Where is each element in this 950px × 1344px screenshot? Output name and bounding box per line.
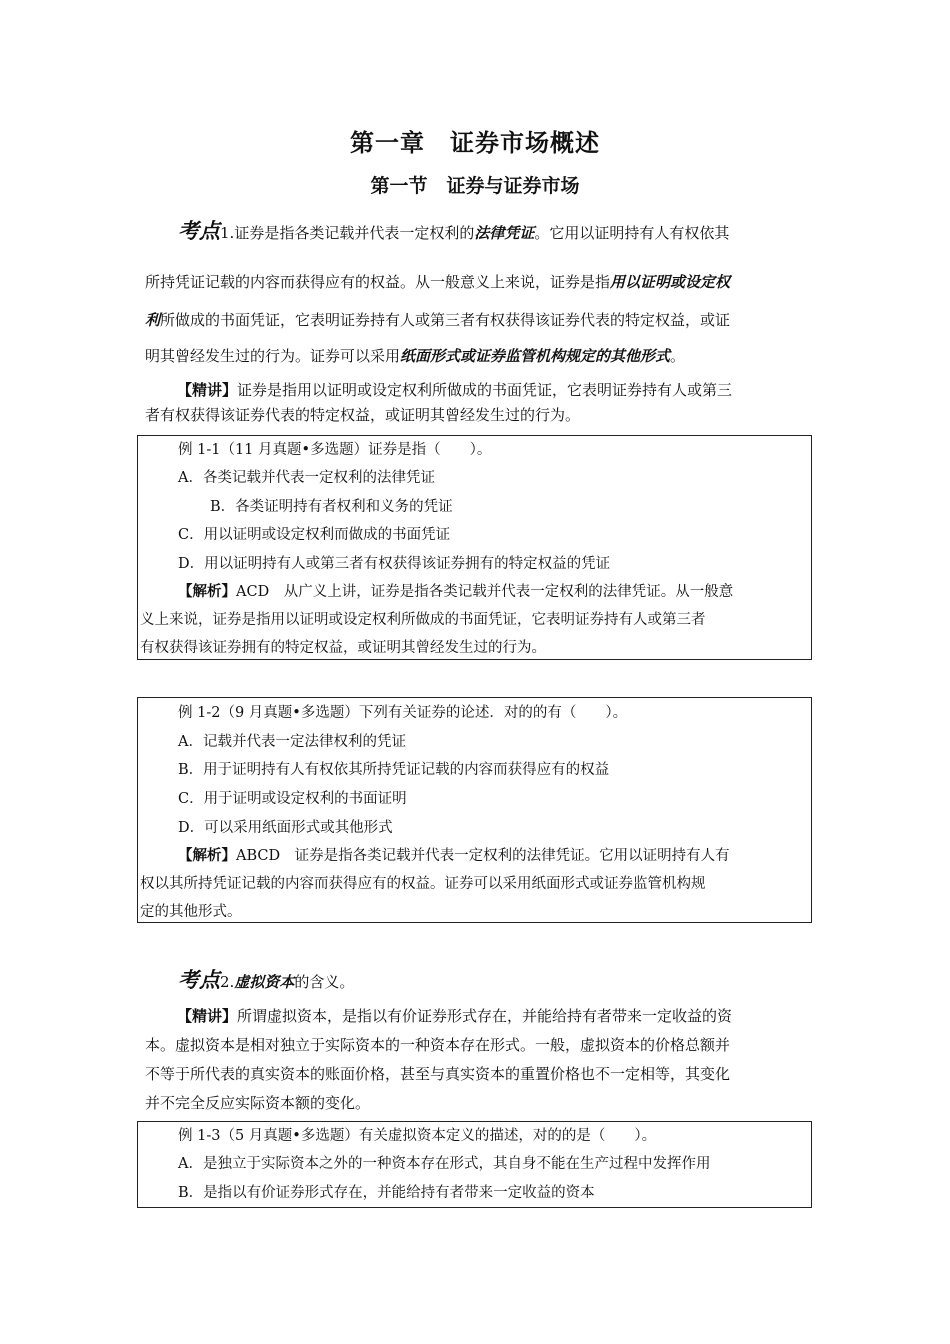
emphasis: 法律凭证 [474, 224, 535, 242]
example-box-1-2 [137, 697, 812, 923]
text: 所持凭证记载的内容而获得应有的权益。从一般意义上来说，证券是指 [145, 273, 611, 291]
point-number: 1. [220, 224, 235, 242]
text: 所做成的书面凭证，它表明证券持有人或第三者有权获得该证券代表的特定权益，或证 [160, 311, 731, 329]
analysis-line3: 定的其他形式。 [140, 904, 242, 920]
analysis-line2: 权以其所持凭证记载的内容而获得应有的权益。证券可以采用纸面形式或证券监管机构规 [140, 876, 706, 892]
option-b: B．用于证明持有人有权依其所持凭证记载的内容而获得应有的权益 [178, 762, 610, 778]
option-a: A．记载并代表一定法律权利的凭证 [178, 734, 406, 750]
analysis-label: 【解析】 [178, 848, 236, 864]
emphasis: 纸面形式或证券监管机构规定的其他形式 [400, 347, 671, 365]
point2-jingjiang-line1 [177, 1006, 842, 1026]
point2-jingjiang-line4: 并不完全反应实际资本额的变化。 [145, 1094, 371, 1112]
analysis-line2: 义上来说，证券是指用以证明或设定权利所做成的书面凭证，它表明证券持有人或第三者 [140, 612, 706, 628]
point2-heading [178, 967, 843, 992]
text: ABCD 证券是指各类记载并代表一定权利的法律凭证。它用以证明持有人有 [236, 848, 730, 864]
chapter-title: 第一章 证券市场概述 [350, 129, 600, 157]
option-a: A．是独立于实际资本之外的一种资本存在形式，其自身不能在生产过程中发挥作用 [178, 1156, 711, 1172]
text: 证券是指各类记载并代表一定权利的 [234, 224, 475, 242]
point-label: 考点 [178, 218, 220, 243]
point-label: 考点 [178, 967, 220, 992]
question-stem: 例 1-1（11 月真题•多选题）证券是指（ ）。 [178, 442, 492, 458]
point2-jingjiang-line3: 不等于所代表的真实资本的账面价格，甚至与真实资本的重置价格也不一定相等，其变化 [145, 1065, 731, 1083]
point2-jingjiang-line2: 本。虚拟资本是相对独立于实际资本的一种资本存在形式。一般，虚拟资本的价格总额并 [145, 1036, 731, 1054]
text: 明其曾经发生过的行为。证券可以采用 [145, 347, 401, 365]
point1-line4 [145, 346, 810, 366]
analysis-label: 【解析】 [178, 584, 236, 600]
text: 。它用以证明持有人有权依其 [534, 224, 730, 242]
analysis-line1 [178, 846, 730, 866]
section-title: 第一节 证券与证券市场 [370, 175, 580, 197]
option-c: C．用以证明或设定权利而做成的书面凭证 [178, 527, 451, 543]
question-stem: 例 1-2（9 月真题•多选题）下列有关证券的论述．对的的有（ ）。 [178, 705, 628, 721]
point1-jingjiang-line1 [177, 380, 842, 400]
text: 所谓虚拟资本，是指以有价证券形式存在，并能给持有者带来一定收益的资 [237, 1007, 733, 1025]
text: 的含义。 [294, 973, 355, 991]
analysis-line1 [178, 582, 733, 602]
emphasis: 虚拟资本 [234, 973, 295, 991]
jingjiang-label: 【精讲】 [177, 381, 238, 399]
option-a: A．各类记载并代表一定权利的法律凭证 [178, 470, 435, 486]
text: 。 [670, 347, 686, 365]
point1-jingjiang-line2: 者有权获得该证券代表的特定权益，或证明其曾经发生过的行为。 [145, 406, 581, 424]
emphasis: 利 [145, 311, 161, 329]
example-box-1-1 [137, 435, 812, 660]
point-number: 2. [220, 973, 235, 991]
text: 证券是指用以证明或设定权利所做成的书面凭证，它表明证券持有人或第三 [237, 381, 733, 399]
analysis-line3: 有权获得该证券拥有的特定权益，或证明其曾经发生过的行为。 [140, 640, 546, 656]
point1-line2 [145, 272, 810, 292]
example-box-1-3 [137, 1121, 812, 1208]
point1-line1 [178, 218, 843, 243]
option-b: B．各类证明持有者权利和义务的凭证 [210, 499, 453, 515]
jingjiang-label: 【精讲】 [177, 1007, 238, 1025]
option-b: B．是指以有价证券形式存在，并能给持有者带来一定收益的资本 [178, 1185, 595, 1201]
point1-line3 [145, 310, 810, 330]
option-d: D．可以采用纸面形式或其他形式 [178, 820, 393, 836]
text: ACD 从广义上讲，证券是指各类记载并代表一定权利的法律凭证。从一般意 [236, 584, 734, 600]
question-stem: 例 1-3（5 月真题•多选题）有关虚拟资本定义的描述，对的的是（ ）。 [178, 1128, 657, 1144]
option-c: C．用于证明或设定权利的书面证明 [178, 791, 407, 807]
emphasis: 用以证明或设定权 [610, 273, 731, 291]
option-d: D．用以证明持有人或第三者有权获得该证券拥有的特定权益的凭证 [178, 556, 611, 572]
